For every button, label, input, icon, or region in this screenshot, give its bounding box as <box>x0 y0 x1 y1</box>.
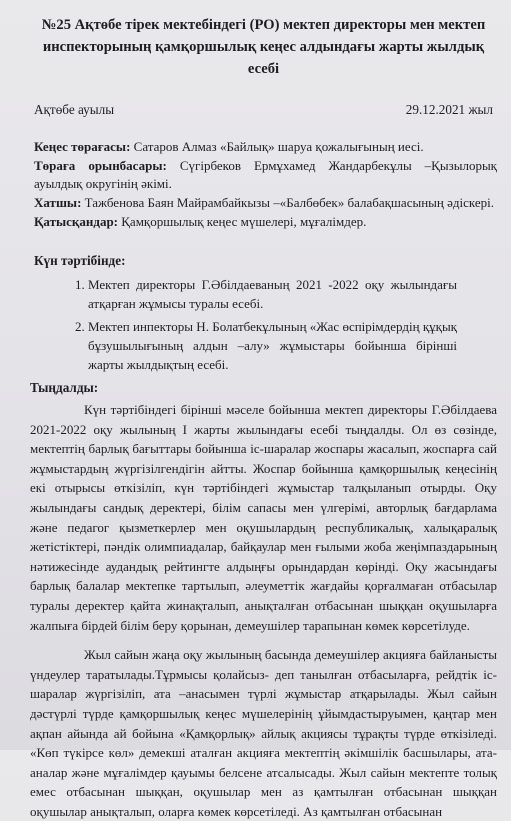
agenda-heading: Күн тәртібінде: <box>34 253 126 268</box>
deputy-label: Төраға орынбасары: <box>34 158 167 173</box>
document-title: №25 Ақтөбе тірек мектебіндегі (РО) мектеп директоры мен мектеп инспекторының қамқоршылық кеңес алдындағы жарты жылдық есебі <box>41 17 486 77</box>
deputy-value: Сүгірбеков Ермұхамед Жандарбекұлы –Қызылорық ауылдық округінің әкімі. <box>34 158 497 191</box>
agenda-item: 2. Мектеп инпекторы Н. Болатбекұлының «Жас өспірімдердің құқық бұзушылығының алдын –алу» жұмыстары бойынша бірінші жарты жылдықтың есебі. <box>88 317 497 374</box>
secretary-line <box>34 194 497 212</box>
chair-line <box>34 138 497 156</box>
agenda-item: 1. Мектеп директоры Г.Әбілдаеваның 2021 -2022 оқу жылындағы атқарған жұмысы туралы есебі. <box>88 275 497 313</box>
place-date-row <box>34 102 493 118</box>
body-paragraph-2: Жыл сайын жаңа оқу жылының басында демеушілер акцияға байланысты үндеулер таратылады.Тұрмысы қолайсыз- деп танылған отбасыларға, рейдтік іс-шаралар жүргізіліп, ата –анасымен түрлі жұмыстар атқарылады. Жыл сайын дәстүрлі түрде қамқоршылық кеңес мүшелерінің ұйымдастыруымен, қаңтар мен ақпан айында ай бойына «Қамқорлық» айлық акциясы тұрақты түрде өткізіледі. «Көп түкірсе көл» демекші аталған акцияға мектептің әкімшілік басшылары, ата-аналар және мұғалімдер қауымы белсене атсалысады. Жыл сайын мектепте толық емес отбасынан шыққан, оқушылар мен аз қамтылған отбасынан шыққан оқушылар анықталып, оларға көмек көрсетіледі. Аз қамтылған отбасынан <box>30 647 497 819</box>
deputy-line <box>34 157 497 193</box>
secretary-value: Тажбенова Баян Майрамбайкызы –«Балбөбек» балабақшасының әдіскері. <box>81 195 494 210</box>
participants-value: Қамқоршылық кеңес мүшелері, мұғалімдер. <box>118 214 367 229</box>
date-text: 29.12.2021 жыл <box>405 102 493 117</box>
heard-heading: Тыңдалды: <box>30 380 99 395</box>
participants-label: Қатысқандар: <box>34 214 119 229</box>
chair-value: Сатаров Алмаз «Байлық» шаруа қожалығының иесі. <box>130 139 424 154</box>
agenda-list <box>30 275 497 374</box>
chair-label: Кеңес төрағасы: <box>34 139 131 154</box>
participants-line <box>34 213 497 231</box>
body-paragraph-1: Күн тәртібіндегі бірінші мәселе бойынша мектеп директоры Г.Әбілдаева 2021-2022 оқу жылының І жарты жылындағы есебі тыңдалды. Ол өз сөзінде, мектептің барлық бағыттары бойынша іс-шаралар жоспары жасалып, жоспарға сай жұмыстардың жүргізілгендігін айтты. Жоспар бойынша қамқоршылық кеңесінің екі отырысы өткізіліп, күн тәртібіндегі жұмыстар талқыланып отырды. Оқу жылындағы сандық деректері, білім сапасы мен үлгерімі, авторлық бағдарлама және педагог қызметкерлер мен оқушылардың республикалық, халықаралық жетістіктері, пәндік олимпиадалар, байқаулар мен ғылыми жоба жеңімпаздарының нәтижесінде аудандық рейтингте алдыңғы орындардан көрінді. Оқу жасындағы барлық балалар мектепке тартылып, әлеуметтік жағдайы қорғалмаған отбасылар туралы деректер қайта жинақталып, анықталған отбасынан шыққан оқушыларға жалпыға бірдей білім беру қорынан, демеушілер тарапынан көмек көрсетілуде. <box>30 402 497 633</box>
place-text: Ақтөбе ауылы <box>34 102 115 117</box>
secretary-label: Хатшы: <box>34 195 82 210</box>
